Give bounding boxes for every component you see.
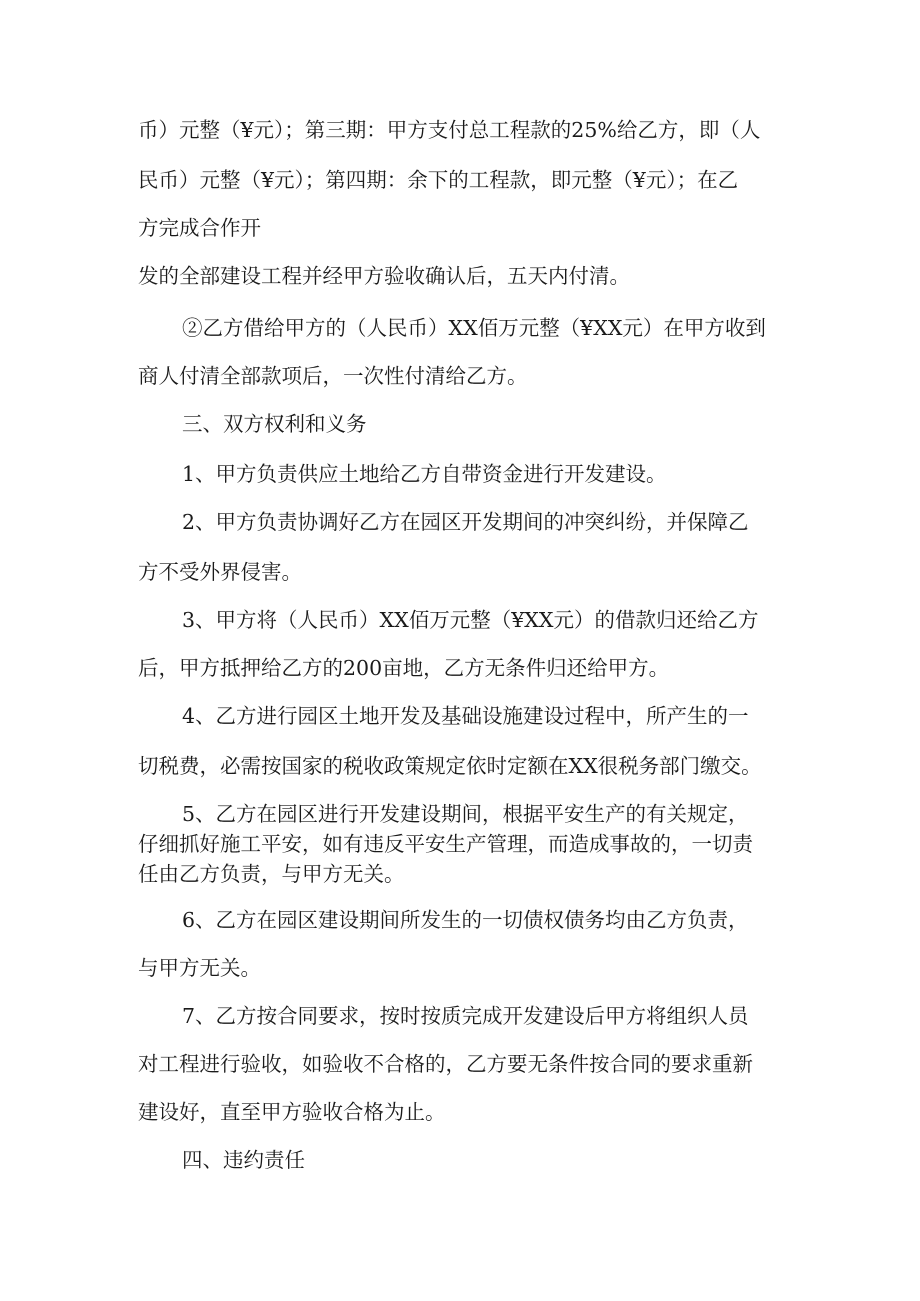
text-line: 任由乙方负责，与甲方无关。 [138, 862, 405, 886]
text-line: 与甲方无关。 [138, 956, 261, 980]
text-line: 1、甲方负责供应土地给乙方自带资金进行开发建设。 [182, 462, 667, 486]
text-line: 4、乙方进行园区土地开发及基础设施建设过程中，所产生的一 [182, 704, 749, 728]
text-line: 切税费，必需按国家的税收政策规定依时定额在XX很税务部门缴交。 [138, 754, 762, 778]
text-line: 商人付清全部款项后，一次性付清给乙方。 [138, 364, 528, 388]
text-line: 5、乙方在园区进行开发建设期间，根据平安生产的有关规定， [182, 802, 749, 826]
text-line: ②乙方借给甲方的（人民币）XX佰万元整（¥XX元）在甲方收到 [182, 316, 766, 340]
text-line: 方不受外界侵害。 [138, 560, 302, 584]
text-line: 7、乙方按合同要求，按时按质完成开发建设后甲方将组织人员 [182, 1004, 749, 1028]
text-line: 发的全部建设工程并经甲方验收确认后，五天内付清。 [138, 264, 630, 288]
text-line: 对工程进行验收，如验收不合格的，乙方要无条件按合同的要求重新 [138, 1052, 753, 1076]
section-heading: 四、违约责任 [182, 1148, 305, 1172]
text-line: 建设好，直至甲方验收合格为止。 [138, 1100, 446, 1124]
text-line: 后，甲方抵押给乙方的200亩地，乙方无条件归还给甲方。 [138, 656, 670, 680]
section-heading: 三、双方权利和义务 [182, 412, 367, 436]
text-line: 2、甲方负责协调好乙方在园区开发期间的冲突纠纷，并保障乙 [182, 510, 749, 534]
text-line: 民币）元整（¥元）；第四期：余下的工程款，即元整（¥元）；在乙 [138, 168, 739, 192]
text-line: 方完成合作开 [138, 216, 261, 240]
text-line: 3、甲方将（人民币）XX佰万元整（¥XX元）的借款归还给乙方 [182, 608, 759, 632]
text-line: 币）元整（¥元）；第三期：甲方支付总工程款的25%给乙方，即（人 [138, 118, 761, 142]
text-line: 仔细抓好施工平安，如有违反平安生产管理，而造成事故的，一切责 [138, 832, 753, 856]
text-line: 6、乙方在园区建设期间所发生的一切债权债务均由乙方负责， [182, 908, 749, 932]
